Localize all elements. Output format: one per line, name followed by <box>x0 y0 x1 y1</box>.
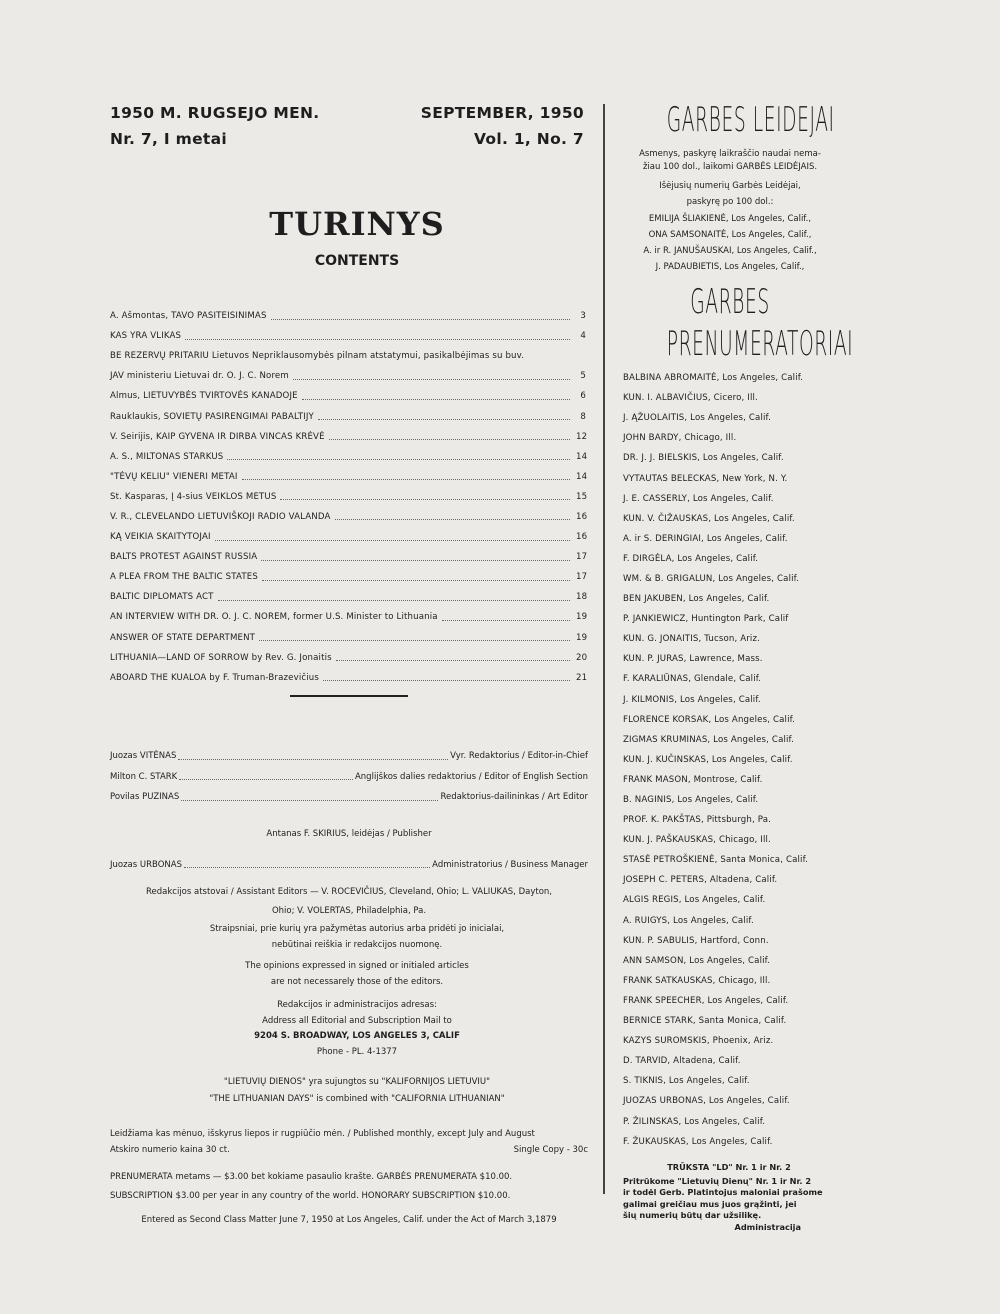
address-phone: Phone - PL. 4-1377 <box>316 1046 398 1057</box>
honorary-publisher: ONA SAMSONAITĖ, Los Angeles, Calif., <box>648 229 812 240</box>
masthead <box>110 100 588 152</box>
notice-line: galimai greičiau mus juos grąžinti, jei <box>623 1198 797 1209</box>
honorary-subscriber: ALGIS REGIS, Los Angeles, Calif. <box>623 895 766 906</box>
notice-line: ir todėl Gerb. Platintojus maloniai prašome <box>623 1187 823 1197</box>
single-copy-lt: Atskiro numerio kaina 30 ct. <box>110 1145 230 1155</box>
honorary-subscriber: S. TIKNIS, Los Angeles, Calif. <box>623 1076 750 1087</box>
toc-entry-page: 19 <box>576 632 588 643</box>
leader-dots <box>336 660 570 661</box>
toc-entry-title: KĄ VEIKIA SKAITYTOJAI <box>110 532 211 543</box>
toc-entry <box>110 527 586 547</box>
toc-entry-title: Almus, LIETUVYBĖS TVIRTOVĖS KANADOJE <box>110 391 298 402</box>
missing-issues-notice <box>623 1162 835 1233</box>
column-divider <box>603 104 605 1194</box>
subscription-en: SUBSCRIPTION $3.00 per year in any country of the world. HONORARY SUBSCRIPTION $10.00. <box>110 1191 511 1201</box>
toc-entry-title: ANSWER OF STATE DEPARTMENT <box>110 632 256 643</box>
leader-dots <box>184 867 430 868</box>
notice-heading: TRŪKSTA "LD" Nr. 1 ir Nr. 2 <box>667 1162 791 1172</box>
honorary-subscriber: ANN SAMSON, Los Angeles, Calif. <box>623 955 771 966</box>
leader-dots <box>318 419 570 420</box>
staff-name: Povilas PUZINAS <box>110 792 180 803</box>
honorary-subscriber: F. KARALIŪNAS, Glendale, Calif. <box>623 674 762 685</box>
merger-lt: "LIETUVIŲ DIENOS" yra sujungtos su "KALIFORNIJOS LIETUVIU" <box>223 1077 491 1087</box>
honorary-subscriber: PROF. K. PAKŠTAS, Pittsburgh, Pa. <box>623 815 772 826</box>
honorary-subscriber: KUN. J. KUČINSKAS, Los Angeles, Calif. <box>623 754 793 765</box>
list-intro: Išėjusių numerių Garbės Leidėjai, <box>659 181 801 191</box>
notice-line: šių numerių būtų dar užsilikę. <box>623 1210 762 1220</box>
staff-art-editor <box>110 787 588 808</box>
toc-entry-page: 15 <box>576 491 588 502</box>
toc-entry-title: A PLEA FROM THE BALTIC STATES <box>110 572 258 583</box>
leader-dots <box>178 759 448 760</box>
toc-entry-title: AN INTERVIEW WITH DR. O. J. C. NOREM, former U.S. Minister to Lithuania <box>110 612 438 623</box>
honorary-subscriber: P. ŽILINSKAS, Los Angeles, Calif. <box>623 1116 766 1127</box>
table-of-contents <box>110 306 586 688</box>
honorary-publisher: EMILIJA ŠLIAKIENĖ, Los Angeles, Calif., <box>648 213 812 224</box>
leader-dots <box>293 379 570 380</box>
leader-dots <box>262 580 570 581</box>
staff-role: Anglijškos dalies redaktorius / Editor of English Section <box>354 771 588 782</box>
leader-dots <box>259 640 570 641</box>
spacer <box>110 842 588 855</box>
honorary-subscribers-title-1: GARBES <box>690 282 770 322</box>
leader-dots <box>218 600 570 601</box>
spacer <box>110 875 588 883</box>
single-copy-en: Single Copy - 30c <box>513 1145 588 1155</box>
toc-entry-title: LITHUANIA—LAND OF SORROW by Rev. G. Jonaitis <box>110 652 332 663</box>
staff-name: Juozas URBONAS <box>110 859 182 870</box>
leader-dots <box>179 779 353 780</box>
contents-subtitle: CONTENTS <box>314 253 400 269</box>
disclaimer-en-2: are not necessarely those of the editors. <box>270 976 444 987</box>
honorary-subscriber: A. ir S. DERINGIAI, Los Angeles, Calif. <box>623 533 788 544</box>
toc-entry-page: 19 <box>576 612 588 623</box>
honorary-subscriber: D. TARVID, Altadena, Calif. <box>623 1056 741 1067</box>
disclaimer-lt-2: nebūtinai reiškia ir redakcijos nuomonę. <box>271 939 443 950</box>
notice-signature: Administracija <box>734 1221 801 1232</box>
left-column <box>110 100 588 1225</box>
leader-dots <box>185 339 570 340</box>
staff-name: Milton C. STARK <box>110 771 178 782</box>
address-line3: 9204 S. BROADWAY, LOS ANGELES 3, CALIF <box>254 1031 460 1041</box>
honorary-publishers-desc <box>615 148 845 173</box>
toc-entry <box>110 668 586 688</box>
toc-entry-page: 3 <box>580 311 586 322</box>
staff-role: Vyr. Redaktorius / Editor-in-Chief <box>450 751 588 762</box>
honorary-subscriber: KUN. G. JONAITIS, Tucson, Ariz. <box>623 634 761 645</box>
toc-entry-page: 20 <box>576 652 588 663</box>
contents-title: TURINYS <box>269 205 445 243</box>
staff-block <box>110 746 588 921</box>
honorary-publishers-list <box>615 178 845 276</box>
honorary-subscriber: BEN JAKUBEN, Los Angeles, Calif. <box>623 594 770 605</box>
honorary-subscriber: KUN. J. PAŠKAUSKAS, Chicago, Ill. <box>623 835 771 846</box>
toc-entry-title: BE REZERVŲ PRITARIU Lietuvos Nepriklausomybės pilnam atstatymui, pasikalbėjimas su buv. <box>110 351 525 362</box>
honorary-subscriber: JOSEPH C. PETERS, Altadena, Calif. <box>623 875 778 886</box>
honorary-subscriber: P. JANKIEWICZ, Huntington Park, Calif <box>623 614 789 625</box>
leader-dots <box>329 439 570 440</box>
toc-entry-title: BALTS PROTEST AGAINST RUSSIA <box>110 552 258 563</box>
spacer <box>110 808 588 826</box>
leader-dots <box>261 560 570 561</box>
staff-business-manager <box>110 855 588 876</box>
address-line1: Redakcijos ir administracijos adresas: <box>277 1000 437 1010</box>
honorary-subscriber: ZIGMAS KRUMINAS, Los Angeles, Calif. <box>623 734 794 745</box>
address-line2: Address all Editorial and Subscription Mail to <box>262 1015 452 1026</box>
disclaimer-en-1: The opinions expressed in signed or initialed articles <box>245 961 469 971</box>
honorary-subscriber: KUN. P. JURAS, Lawrence, Mass. <box>623 654 763 665</box>
toc-entry-page: 14 <box>576 471 588 482</box>
leader-dots <box>280 499 570 500</box>
toc-entry-title: V. R., CLEVELANDO LIETUVIŠKOJI RADIO VALANDA <box>110 511 331 522</box>
leader-dots <box>302 399 570 400</box>
toc-entry <box>110 648 586 668</box>
toc-entry <box>110 467 586 487</box>
leader-dots <box>242 479 570 480</box>
toc-entry <box>110 507 586 527</box>
honorary-subscriber: DR. J. J. BIELSKIS, Los Angeles, Calif. <box>623 453 784 464</box>
toc-entry-page: 17 <box>576 552 588 563</box>
monthly-note: Leidžiama kas mėnuo, išskyrus liepos ir rugpiūčio mėn. / Published monthly, except July and August <box>110 1129 535 1139</box>
toc-entry-title: "TĖVŲ KELIU" VIENERI METAI <box>110 471 238 482</box>
toc-entry-title: A. Ašmontas, TAVO PASITEISINIMAS <box>110 311 267 322</box>
leader-dots <box>227 459 570 460</box>
staff-name: Juozas VITĖNAS <box>110 751 177 762</box>
leader-dots <box>335 519 570 520</box>
toc-entry-title: A. S., MILTONAS STARKUS <box>110 451 224 462</box>
toc-entry <box>110 346 586 366</box>
honorary-subscriber: JUOZAS URBONAS, Los Angeles, Calif. <box>623 1096 790 1107</box>
honorary-subscriber: J. E. CASSERLY, Los Angeles, Calif. <box>623 493 774 504</box>
masthead-date-lt: 1950 M. RUGSEJO MEN. <box>110 104 320 122</box>
honorary-subscriber: KUN. P. SABULIS, Hartford, Conn. <box>623 935 769 946</box>
staff-editor <box>110 746 588 767</box>
merger-en: "THE LITHUANIAN DAYS" is combined with "CALIFORNIA LITHUANIAN" <box>209 1094 505 1104</box>
section-divider <box>290 695 408 697</box>
toc-entry <box>110 386 586 406</box>
toc-entry-page: 4 <box>580 331 586 342</box>
toc-entry-page: 16 <box>576 511 588 522</box>
honorary-subscriber: KUN. I. ALBAVIČIUS, Cicero, Ill. <box>623 393 758 404</box>
honorary-subscriber: FRANK MASON, Montrose, Calif. <box>623 774 763 785</box>
toc-entry <box>110 607 586 627</box>
toc-entry-page: 5 <box>580 371 586 382</box>
honorary-subscriber: FRANK SPEECHER, Los Angeles, Calif. <box>623 995 789 1006</box>
honorary-subscriber: STASĖ PETROŠKIENĖ, Santa Monica, Calif. <box>623 855 809 866</box>
toc-entry-page: 14 <box>576 451 588 462</box>
leader-dots <box>215 540 570 541</box>
leader-dots <box>323 680 570 681</box>
list-intro: paskyrę po 100 dol.: <box>686 197 774 208</box>
masthead-date-en: SEPTEMBER, 1950 <box>420 104 584 122</box>
staff-role: Administratorius / Business Manager <box>432 859 588 870</box>
toc-entry-title: V. Seirijis, KAIP GYVENA IR DIRBA VINCAS KRĖVĖ <box>110 431 325 442</box>
toc-entry-title: JAV ministeriu Lietuvai dr. O. J. C. Norem <box>110 371 289 382</box>
toc-entry-title: Rauklaukis, SOVIETŲ PASIRENGIMAI PABALTIJY <box>110 411 314 422</box>
toc-entry-page: 16 <box>576 532 588 543</box>
toc-entry <box>110 326 586 346</box>
toc-entry <box>110 406 586 426</box>
toc-entry-title: KAS YRA VLIKAS <box>110 331 182 342</box>
toc-entry <box>110 628 586 648</box>
disclaimer <box>110 922 604 990</box>
staff-assistants-line1: Redakcijos atstovai / Assistant Editors — V. ROCEVIČIUS, Cleveland, Ohio; L. VALIUKAS, Dayton, <box>146 887 552 897</box>
single-copy-row <box>110 1142 588 1159</box>
honorary-publisher: A. ir R. JANUŠAUSKAI, Los Angeles, Calif., <box>643 246 817 257</box>
toc-entry-title: BALTIC DIPLOMATS ACT <box>110 592 214 603</box>
postal-entry-note: Entered as Second Class Matter June 7, 1950 at Los Angeles, Calif. under the Act of March 3,1879 <box>141 1215 557 1225</box>
desc-line: Asmenys, paskyrę laikraščio naudai nema- <box>639 149 821 159</box>
honorary-subscriber: F. ŽUKAUSKAS, Los Angeles, Calif. <box>623 1136 773 1147</box>
staff-role: Redaktorius-dailininkas / Art Editor <box>440 792 588 803</box>
honorary-subscriber: BALBINA ABROMAITĖ, Los Angeles, Calif. <box>623 373 804 384</box>
honorary-subscribers-list <box>623 368 845 1152</box>
toc-entry <box>110 547 586 567</box>
honorary-publisher: J. PADAUBIETIS, Los Angeles, Calif., <box>655 262 805 273</box>
toc-entry-page: 6 <box>580 391 586 402</box>
toc-entry <box>110 427 586 447</box>
honorary-subscriber: JOHN BARDY, Chicago, Ill. <box>623 433 737 444</box>
honorary-publishers-title: GARBES LEIDEJAI <box>666 100 835 140</box>
toc-entry <box>110 567 586 587</box>
honorary-subscriber: J. ĄŽUOLAITIS, Los Angeles, Calif. <box>623 413 771 424</box>
toc-entry-page: 18 <box>576 592 588 603</box>
honorary-subscriber: F. DIRGĖLA, Los Angeles, Calif. <box>623 553 759 564</box>
toc-entry <box>110 366 586 386</box>
toc-entry <box>110 487 586 507</box>
disclaimer-lt-1: Straipsniai, prie kurių yra pažymėtas autorius arba pridėti jo inicialai, <box>209 924 505 934</box>
honorary-subscriber: A. RUIGYS, Los Angeles, Calif. <box>623 915 754 926</box>
merger-note <box>110 1074 604 1108</box>
honorary-subscriber: J. KILMONIS, Los Angeles, Calif. <box>623 694 761 705</box>
toc-entry-page: 8 <box>580 411 586 422</box>
honorary-subscriber: VYTAUTAS BELECKAS, New York, N. Y. <box>623 473 788 484</box>
toc-entry-page: 17 <box>576 572 588 583</box>
honorary-subscriber: FLORENCE KORSAK, Los Angeles, Calif. <box>623 714 796 725</box>
leader-dots <box>442 620 570 621</box>
address-block <box>110 998 604 1060</box>
honorary-subscribers-title-2: PRENUMERATORIAI <box>666 324 854 364</box>
staff-assistants-line2: Ohio; V. VOLERTAS, Philadelphia, Pa. <box>271 906 427 916</box>
subscription-lt: PRENUMERATA metams — $3.00 bet kokiame pasaulio krašte. GARBĖS PRENUMERATA $10.00. <box>110 1172 513 1182</box>
honorary-subscriber: KUN. V. ČIŽAUSKAS, Los Angeles, Calif. <box>623 513 795 524</box>
toc-entry <box>110 587 586 607</box>
toc-entry-page: 12 <box>576 431 588 442</box>
toc-entry <box>110 447 586 467</box>
notice-line: Pritrūkome "Lietuvių Dienų" Nr. 1 ir Nr. 2 <box>623 1175 812 1186</box>
honorary-subscriber: B. NAGINIS, Los Angeles, Calif. <box>623 795 759 806</box>
leader-dots <box>181 800 438 801</box>
toc-entry-page: 21 <box>576 672 588 683</box>
desc-line: žiau 100 dol., laikomi GARBĖS LEIDĖJAIS. <box>642 161 818 172</box>
leader-dots <box>271 319 570 320</box>
staff-publisher: Antanas F. SKIRIUS, leidėjas / Publisher <box>266 828 432 839</box>
pricing-block <box>110 1126 588 1229</box>
honorary-subscriber: WM. & B. GRIGALUN, Los Angeles, Calif. <box>623 573 800 584</box>
masthead-issue-en: Vol. 1, No. 7 <box>473 130 584 148</box>
honorary-subscriber: BERNICE STARK, Santa Monica, Calif. <box>623 1016 787 1027</box>
honorary-subscriber: FRANK SATKAUSKAS, Chicago, Ill. <box>623 975 771 986</box>
toc-entry-title: ABOARD THE KUALOA by F. Truman-Brazevičius <box>110 672 320 683</box>
toc-entry <box>110 306 586 326</box>
honorary-subscriber: KAZYS SUROMSKIS, Phoenix, Ariz. <box>623 1036 774 1047</box>
staff-english-editor <box>110 767 588 788</box>
toc-entry-title: St. Kasparas, Į 4-sius VEIKLOS METUS <box>110 491 277 502</box>
masthead-issue-lt: Nr. 7, I metai <box>110 130 227 148</box>
